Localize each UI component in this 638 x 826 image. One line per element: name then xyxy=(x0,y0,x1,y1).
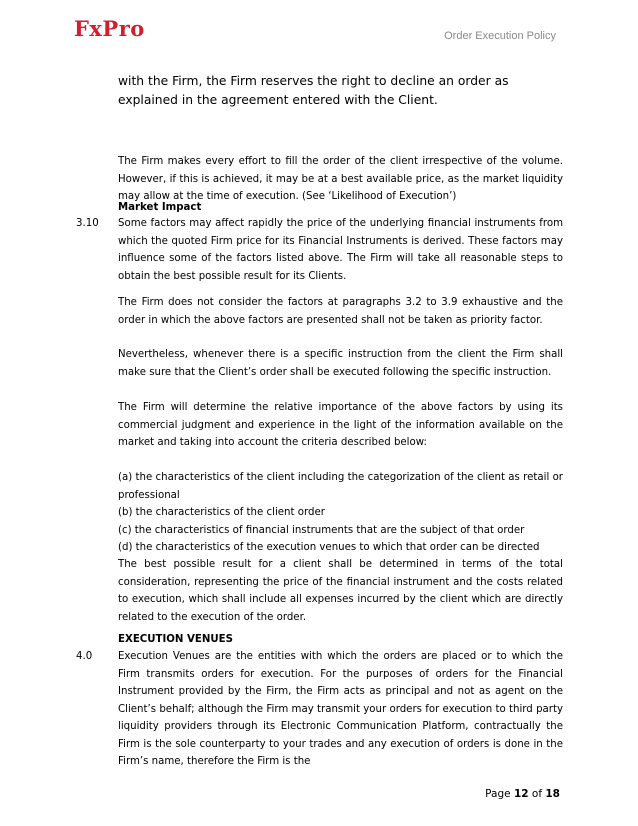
relative-importance-paragraph: The Firm will determine the relative importance of the above factors by using its commercial judgment and experience in the light of the information available on the market and taking into account the criteria described below: xyxy=(118,402,563,448)
section-4-0-paragraph: Execution Venues are the entities with which the orders are placed or to which the Firm transmits orders for execution. For the purposes of orders for the Financial Instrument provided by the Firm, the Firm acts as principal and not as agent on the Client’s behalf; although the Firm may transmit your orders for execution to third party liquidity providers through its Electronic Communication Platform, contractually the Firm is the sole counterparty to your trades and any execution of orders is done in the Firm’s name, therefore the Firm is the xyxy=(118,651,563,767)
document-title: Order Execution Policy xyxy=(444,30,556,42)
section-number-3-10: 3.10 xyxy=(76,218,99,229)
criteria-item-b: (b) the characteristics of the client order xyxy=(118,507,325,518)
page-label: Page xyxy=(485,788,511,800)
continuation-paragraph: with the Firm, the Firm reserves the right to decline an order as explained in the agreement entered with the Client. xyxy=(118,74,509,107)
section-3-10-paragraph: Some factors may affect rapidly the price of the underlying financial instruments from which the quoted Firm price for its Financial Instruments is derived. These factors may influence some of the factors listed above. The Firm will take all reasonable steps to obtain the best possible result for its Clients. xyxy=(118,218,563,282)
market-impact-heading: Market Impact xyxy=(118,202,202,213)
execution-venues-heading: EXECUTION VENUES xyxy=(118,634,233,645)
criteria-list xyxy=(118,469,563,557)
specific-instruction-paragraph: Nevertheless, whenever there is a specific instruction from the client the Firm shall make sure that the Client’s order shall be executed following the specific instruction. xyxy=(118,349,563,378)
volume-paragraph: The Firm makes every effort to fill the order of the client irrespective of the volume. However, if this is achieved, it may be at a best available price, as the market liquidity may allow at the time of execution. (See ‘Likelihood of Execution’) xyxy=(118,156,563,202)
of-label: of xyxy=(531,788,543,800)
criteria-item-a: (a) the characteristics of the client including the categorization of the client as retail or professional xyxy=(118,472,563,501)
not-exhaustive-paragraph: The Firm does not consider the factors at paragraphs 3.2 to 3.9 exhaustive and the order in which the above factors are presented shall not be taken as priority factor. xyxy=(118,297,563,326)
section-number-4-0: 4.0 xyxy=(76,651,93,662)
total-pages: 18 xyxy=(545,788,560,800)
criteria-item-d: (d) the characteristics of the execution venues to which that order can be directed xyxy=(118,542,540,553)
page-number: 12 xyxy=(513,788,529,800)
page-footer xyxy=(485,788,560,800)
fxpro-logo: FxPro xyxy=(74,16,145,41)
best-result-paragraph: The best possible result for a client shall be determined in terms of the total consideration, representing the price of the financial instrument and the costs related to execution, which shall include all expenses incurred by the client which are directly related to the execution of the order. xyxy=(118,559,563,623)
criteria-item-c: (c) the characteristics of financial instruments that are the subject of that order xyxy=(118,524,525,536)
